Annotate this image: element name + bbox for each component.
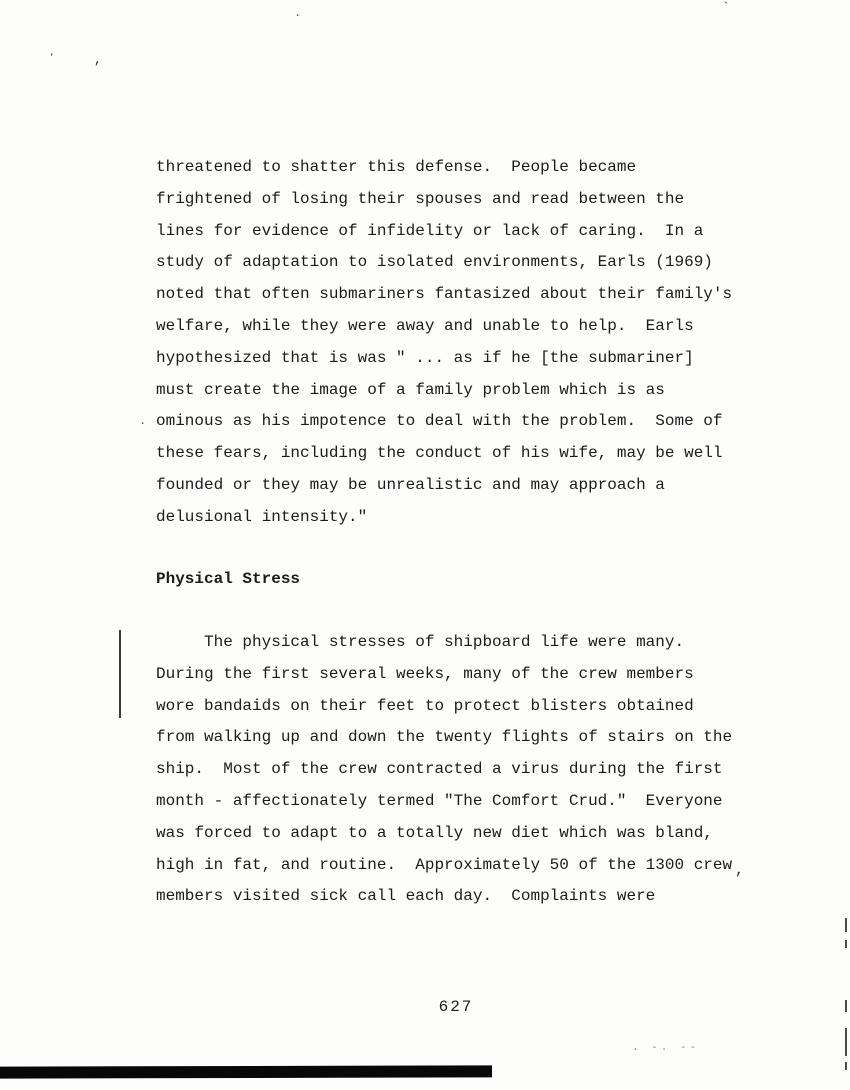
section-heading: Physical Stress — [156, 570, 301, 588]
text-line: lines for evidence of infidelity or lack of caring. In a — [156, 221, 704, 240]
text-line: threatened to shatter this defense. People became — [156, 158, 637, 176]
paragraph-continuation — [156, 152, 776, 534]
scan-edge-mark — [845, 918, 847, 932]
text-line: from walking up and down the twenty flights of stairs on the — [156, 728, 733, 747]
text-line: The physical stresses of shipboard life were many. — [156, 633, 685, 651]
text-line: welfare, while they were away and unable to help. Earls — [156, 316, 694, 335]
text-line: high in fat, and routine. Approximately 50 of the 1300 crew — [156, 855, 733, 874]
text-line: ominous as his impotence to deal with the problem. Some of — [156, 412, 723, 431]
text-line: must create the image of a family problem which is as — [156, 380, 665, 399]
page-number: 627 — [438, 998, 474, 1016]
text-line: ship. Most of the crew contracted a virus during the first — [156, 760, 723, 779]
scan-artifact-mark: , — [735, 862, 745, 879]
text-line: frightened of losing their spouses and read between the — [156, 189, 685, 208]
text-line: founded or they may be unrealistic and may approach a — [156, 475, 665, 494]
text-line: month - affectionately termed "The Comfort Crud." Everyone — [156, 791, 723, 810]
text-line: hypothesized that is was " ... as if he [the submariner] — [156, 348, 694, 367]
paragraph-physical-stress — [156, 627, 776, 913]
scan-artifact-mark: ʼ — [48, 52, 56, 66]
text-line: delusional intensity." — [156, 507, 368, 526]
scan-edge-mark — [845, 1000, 847, 1012]
text-line: During the first several weeks, many of the crew members — [156, 664, 694, 683]
scan-artifact-mark: ` — [722, 0, 730, 15]
text-line: wore bandaids on their feet to protect blisters obtained — [156, 696, 694, 715]
scan-artifact-mark: . — [139, 414, 147, 428]
text-line: these fears, including the conduct of his wife, may be well — [156, 444, 723, 463]
text-line: members visited sick call each day. Complaints were — [156, 887, 656, 906]
scan-edge-mark — [845, 1062, 847, 1070]
scan-left-margin-line — [119, 630, 121, 718]
scan-edge-mark — [845, 940, 847, 948]
text-line: was forced to adapt to a totally new diet which was bland, — [156, 823, 713, 842]
scan-artifact-mark: . -. -- — [632, 1042, 700, 1054]
text-line: noted that often submariners fantasized about their family's — [156, 285, 733, 304]
text-line: study of adaptation to isolated environments, Earls (1969) — [156, 253, 713, 272]
scan-edge-mark — [845, 1028, 847, 1056]
scan-black-bar — [0, 1065, 492, 1078]
scan-artifact-mark: . — [294, 6, 302, 20]
scan-artifact-mark: , — [94, 52, 102, 67]
